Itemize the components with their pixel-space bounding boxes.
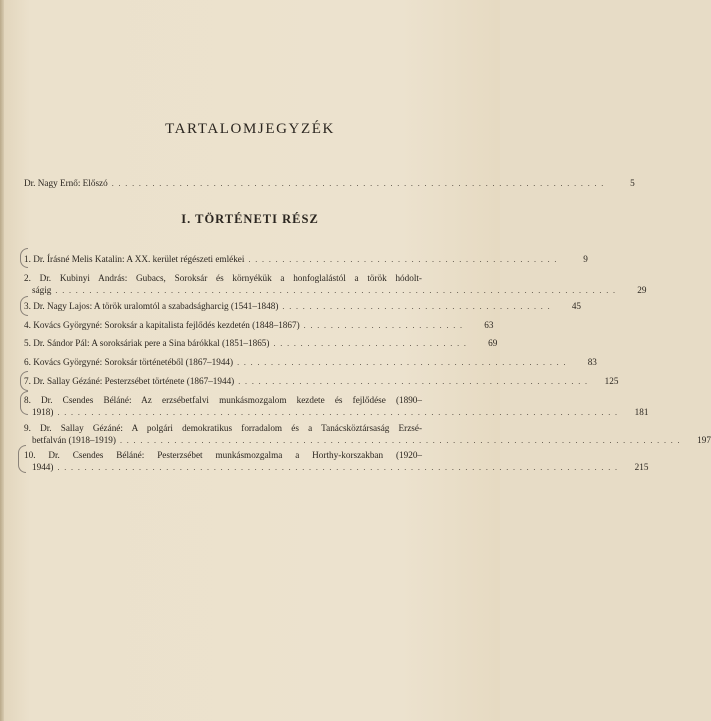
pencil-mark bbox=[20, 296, 28, 316]
toc-entry bbox=[24, 449, 649, 474]
leader-dots: . . . . . . . . . . . . . . . . . . . . . . . . . . . . . . . . . . . . . . . . . . . . . . . . . . . . . . . . . . . . . . . . . . . . . . . . . . . . . . . . . . . bbox=[57, 408, 619, 417]
entry-page: 9 bbox=[583, 254, 588, 264]
page-gutter bbox=[0, 0, 4, 721]
entry-page: 63 bbox=[484, 320, 494, 330]
entry-number: 5. bbox=[24, 338, 31, 348]
entry-page: 215 bbox=[634, 462, 649, 472]
pencil-mark bbox=[20, 371, 28, 391]
entry-text-continued: ságig bbox=[32, 285, 52, 295]
entry-text-continued: betfalván (1918–1919) bbox=[32, 435, 116, 445]
leader-dots: . . . . . . . . . . . . . . . . . . . . . . . . . . . . . . . . . . . . . . . . . . . . . . . . . . . . . . . . . . . . . . . . . . . . . . . . . . . . . . . . . . . bbox=[119, 436, 681, 445]
entry-page: 83 bbox=[587, 357, 597, 367]
pencil-mark bbox=[20, 391, 28, 415]
toc-entry bbox=[24, 272, 647, 297]
toc-entry bbox=[24, 356, 597, 369]
leader-dots: . . . . . . . . . . . . . . . . . . . . . . . . . . . . . bbox=[273, 339, 468, 348]
leader-dots: . . . . . . . . . . . . . . . . . . . . . . . . . . . . . . . . . . . . . . . . . . . . . . . . . . . . . . . . . . . . . . . . . . . . . . . . . . . . . . . . . . . bbox=[55, 286, 617, 295]
entry-text: Dr. Nagy Lajos: A török uralomtól a szabadságharcig (1541–1848) bbox=[33, 301, 279, 311]
entry-text: Kovács Györgyné: Soroksár a kapitalista fejlődés kezdetén (1848–1867) bbox=[33, 320, 300, 330]
entry-page: 197 bbox=[697, 435, 711, 445]
entry-text: Dr. Írásné Melis Katalin: A XX. kerület régészeti emlékei bbox=[33, 254, 245, 264]
leader-dots: . . . . . . . . . . . . . . . . . . . . . . . . . . . . . . . . . . . . . . . . . . . . . . . . . bbox=[237, 358, 567, 367]
page-title: TARTALOMJEGYZÉK bbox=[165, 121, 335, 137]
toc-entry bbox=[24, 337, 498, 350]
entry-number: 7. bbox=[24, 376, 31, 386]
entry-text: Dr. Sándor Pál: A soroksáriak pere a Sina bárókkal (1851–1865) bbox=[33, 338, 270, 348]
toc-entry bbox=[24, 253, 588, 266]
entry-text: Dr. Nagy Ernő: Előszó bbox=[24, 178, 108, 188]
pencil-mark bbox=[20, 248, 28, 268]
entry-text-continued: 1918) bbox=[32, 407, 54, 417]
entry-text: Dr. Csendes Béláné: Az erzsébetfalvi munkásmozgalom kezdete és fejlődése (1890– bbox=[41, 395, 422, 405]
entry-text: Kovács Györgyné: Soroksár történetéből (1867–1944) bbox=[33, 357, 234, 367]
entry-number: 4. bbox=[24, 320, 31, 330]
entry-text: Dr. Kubinyi András: Gubacs, Soroksár és környékük a honfoglalástól a török hódolt- bbox=[39, 273, 422, 283]
entry-number: 8. bbox=[24, 395, 31, 405]
entry-page: 69 bbox=[488, 338, 498, 348]
toc-entry bbox=[24, 422, 711, 447]
pencil-mark bbox=[18, 445, 26, 473]
entry-text: Dr. Csendes Béláné: Pesterzsébet munkásmozgalma a Horthy-korszakban (1920– bbox=[48, 450, 423, 460]
toc-entry bbox=[24, 394, 649, 419]
entry-page: 181 bbox=[634, 407, 649, 417]
entry-page: 29 bbox=[637, 285, 647, 295]
leader-dots: . . . . . . . . . . . . . . . . . . . . . . . . . . . . . . . . . . . . . . . . . . . . . . . . . . . . . . . . . . . . . . . . . . . . . . . . . bbox=[111, 179, 605, 188]
entry-number: 1. bbox=[24, 254, 31, 264]
toc-entry bbox=[24, 375, 619, 388]
entry-page: 125 bbox=[604, 376, 619, 386]
entry-number: 10. bbox=[24, 450, 36, 460]
entry-number: 2. bbox=[24, 273, 31, 283]
entry-text: Dr. Sallay Gézáné: A polgári demokratikus forradalom és a Tanácsköztársaság Erzsé- bbox=[40, 423, 423, 433]
entry-page: 45 bbox=[571, 301, 581, 311]
entry-page: 5 bbox=[630, 178, 635, 188]
leader-dots: . . . . . . . . . . . . . . . . . . . . . . . . . . . . . . . . . . . . . . . . . . . . . . . . . . . . bbox=[238, 377, 589, 386]
entry-text: Dr. Sallay Gézáné: Pesterzsébet története (1867–1944) bbox=[33, 376, 235, 386]
toc-entry-preface bbox=[24, 177, 635, 190]
section-title: I. TÖRTÉNETI RÉSZ bbox=[181, 212, 319, 226]
toc-entry bbox=[24, 300, 581, 313]
leader-dots: . . . . . . . . . . . . . . . . . . . . . . . . bbox=[303, 321, 464, 330]
leader-dots: . . . . . . . . . . . . . . . . . . . . . . . . . . . . . . . . . . . . . . . . bbox=[282, 302, 551, 311]
leader-dots: . . . . . . . . . . . . . . . . . . . . . . . . . . . . . . . . . . . . . . . . . . . . . . bbox=[248, 255, 558, 264]
entry-text-continued: 1944) bbox=[32, 462, 54, 472]
leader-dots: . . . . . . . . . . . . . . . . . . . . . . . . . . . . . . . . . . . . . . . . . . . . . . . . . . . . . . . . . . . . . . . . . . . . . . . . . . . . . . . . . . . bbox=[57, 463, 619, 472]
entry-number: 3. bbox=[24, 301, 31, 311]
toc-entry bbox=[24, 319, 494, 332]
entry-number: 9. bbox=[24, 423, 31, 433]
entry-number: 6. bbox=[24, 357, 31, 367]
